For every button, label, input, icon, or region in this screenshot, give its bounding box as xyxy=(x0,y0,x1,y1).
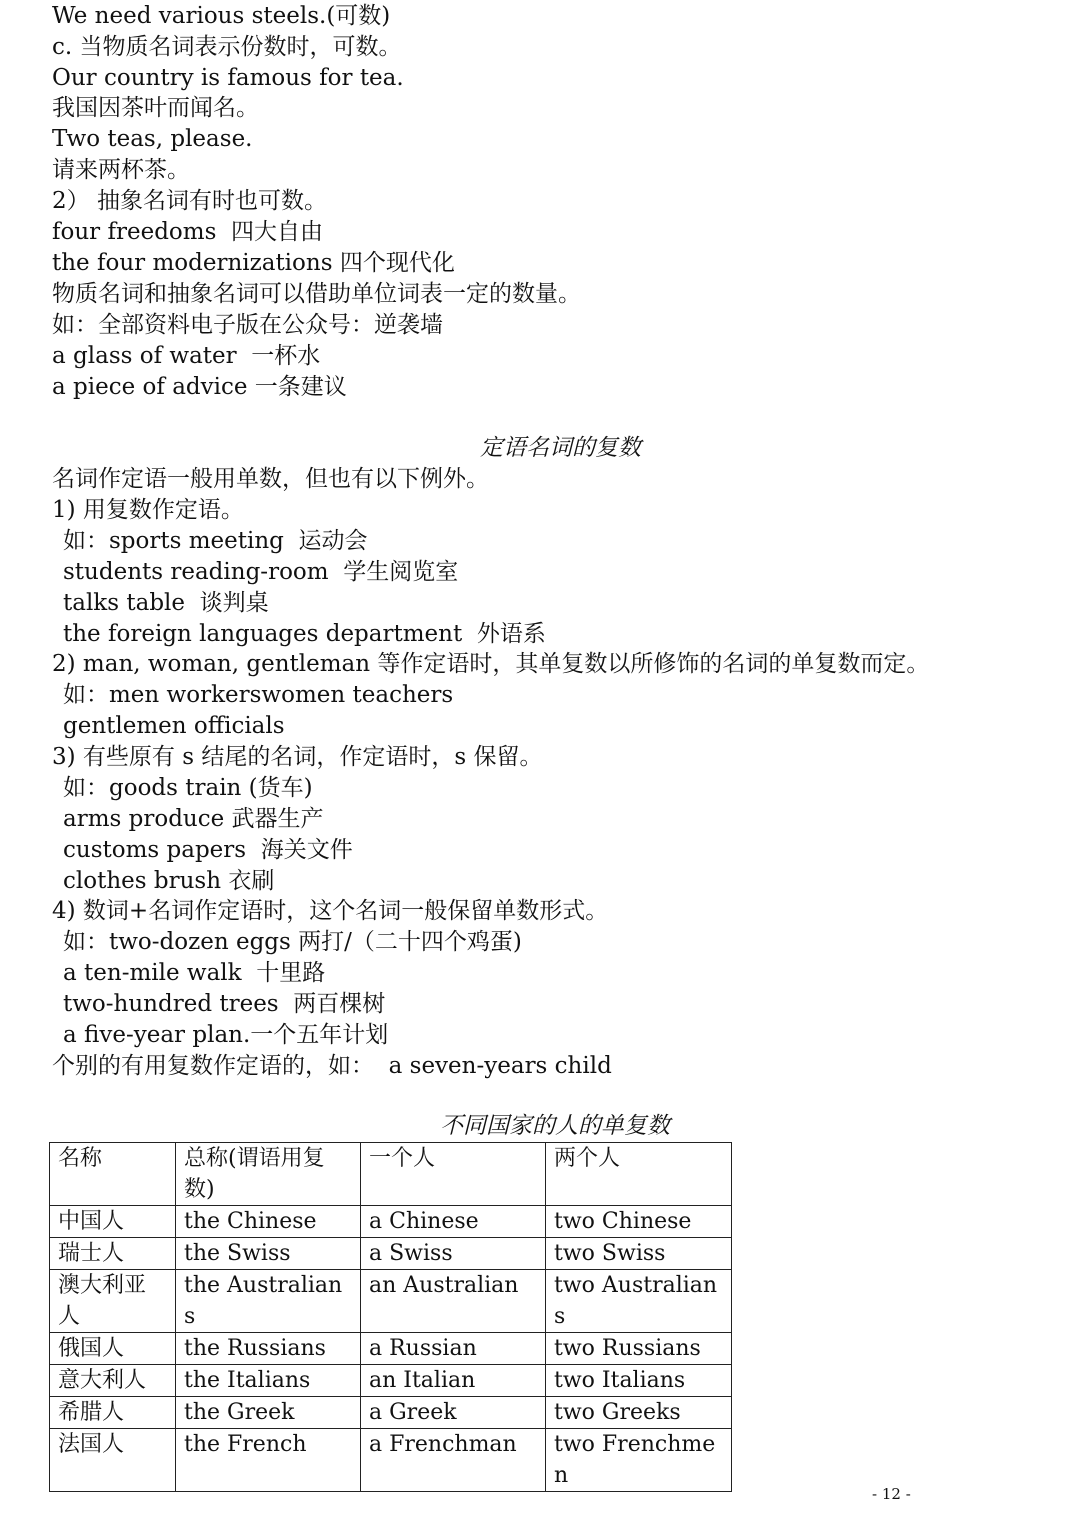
table-header-cell: 总称(谓语用复数) xyxy=(176,1143,361,1206)
table-cell: 法国人 xyxy=(50,1429,176,1492)
example-line: 如：sports meeting 运动会 xyxy=(63,528,368,554)
text-line: a piece of advice 一条建议 xyxy=(52,374,347,400)
table-row xyxy=(50,1270,732,1333)
example-line: a ten-mile walk 十里路 xyxy=(63,960,326,986)
table-cell: the Greek xyxy=(176,1397,361,1429)
table-cell: the Russians xyxy=(176,1333,361,1365)
table-header-cell: 一个人 xyxy=(361,1143,546,1206)
text-line: 如：全部资料电子版在公众号：逆袭墙 xyxy=(52,312,443,338)
table-row xyxy=(50,1429,732,1492)
table-cell: a Russian xyxy=(361,1333,546,1365)
table-row xyxy=(50,1238,732,1270)
table-cell: a Frenchman xyxy=(361,1429,546,1492)
table-cell: 俄国人 xyxy=(50,1333,176,1365)
example-line: two-hundred trees 两百棵树 xyxy=(63,991,386,1017)
example-line: 如：men workerswomen teachers xyxy=(63,682,454,708)
table-cell: a Chinese xyxy=(361,1206,546,1238)
table-cell: two Greeks xyxy=(546,1397,732,1429)
example-line: talks table 谈判桌 xyxy=(63,590,269,616)
example-line: clothes brush 衣刷 xyxy=(63,868,275,894)
text-line: 2） 抽象名词有时也可数。 xyxy=(52,188,327,214)
table-cell: 意大利人 xyxy=(50,1365,176,1397)
text-line: Our country is famous for tea. xyxy=(52,65,404,91)
table-row xyxy=(50,1333,732,1365)
table-header-row xyxy=(50,1143,732,1206)
table-cell: two Chinese xyxy=(546,1206,732,1238)
table-cell: two Italians xyxy=(546,1365,732,1397)
table-cell: two Swiss xyxy=(546,1238,732,1270)
table-cell: the Australians xyxy=(176,1270,361,1333)
table-cell: an Italian xyxy=(361,1365,546,1397)
text-line: 物质名词和抽象名词可以借助单位词表一定的数量。 xyxy=(52,281,581,307)
table-row xyxy=(50,1206,732,1238)
example-line: customs papers 海关文件 xyxy=(63,837,353,863)
table-cell: the French xyxy=(176,1429,361,1492)
section-title: 定语名词的复数 xyxy=(480,435,641,461)
text-line: c. 当物质名词表示份数时，可数。 xyxy=(52,34,402,60)
table-cell: a Greek xyxy=(361,1397,546,1429)
text-line: 个别的有用复数作定语的，如： a seven-years child xyxy=(52,1053,612,1079)
example-line: 如：goods train (货车) xyxy=(63,775,313,801)
text-line: Two teas, please. xyxy=(52,126,253,152)
table-cell: a Swiss xyxy=(361,1238,546,1270)
text-line: a glass of water 一杯水 xyxy=(52,343,321,369)
example-line: gentlemen officials xyxy=(63,713,285,739)
table-cell: two Russians xyxy=(546,1333,732,1365)
table-cell: two Australians xyxy=(546,1270,732,1333)
example-line: 如：two-dozen eggs 两打/（二十四个鸡蛋) xyxy=(63,929,522,955)
example-line: the foreign languages department 外语系 xyxy=(63,621,546,647)
section-title: 不同国家的人的单复数 xyxy=(440,1113,670,1139)
text-line: four freedoms 四大自由 xyxy=(52,219,324,245)
text-line: 请来两杯茶。 xyxy=(52,157,190,183)
table-header-cell: 两个人 xyxy=(546,1143,732,1206)
text-line: the four modernizations 四个现代化 xyxy=(52,250,455,276)
text-line: 4) 数词+名词作定语时，这个名词一般保留单数形式。 xyxy=(52,898,609,924)
text-line: 我国因茶叶而闻名。 xyxy=(52,95,259,121)
text-line: 名词作定语一般用单数，但也有以下例外。 xyxy=(52,466,489,492)
table-cell: 希腊人 xyxy=(50,1397,176,1429)
text-line: 1) 用复数作定语。 xyxy=(52,497,244,523)
table-row xyxy=(50,1365,732,1397)
table-cell: two Frenchmen xyxy=(546,1429,732,1492)
table-cell: the Italians xyxy=(176,1365,361,1397)
table-header-cell: 名称 xyxy=(50,1143,176,1206)
table-row xyxy=(50,1397,732,1429)
table-cell: an Australian xyxy=(361,1270,546,1333)
example-line: a five-year plan.一个五年计划 xyxy=(63,1022,389,1048)
text-line: We need various steels.(可数) xyxy=(52,3,391,29)
text-line: 3) 有些原有 s 结尾的名词，作定语时，s 保留。 xyxy=(52,744,543,770)
table-cell: 中国人 xyxy=(50,1206,176,1238)
nationality-table xyxy=(49,1142,732,1492)
table-cell: the Chinese xyxy=(176,1206,361,1238)
text-line: 2) man, woman, gentleman 等作定语时，其单复数以所修饰的名词的单复数而定。 xyxy=(52,651,930,677)
example-line: students reading-room 学生阅览室 xyxy=(63,559,459,585)
table-cell: 澳大利亚人 xyxy=(50,1270,176,1333)
example-line: arms produce 武器生产 xyxy=(63,806,324,832)
table-cell: 瑞士人 xyxy=(50,1238,176,1270)
table-cell: the Swiss xyxy=(176,1238,361,1270)
page-number: - 12 - xyxy=(872,1485,911,1503)
